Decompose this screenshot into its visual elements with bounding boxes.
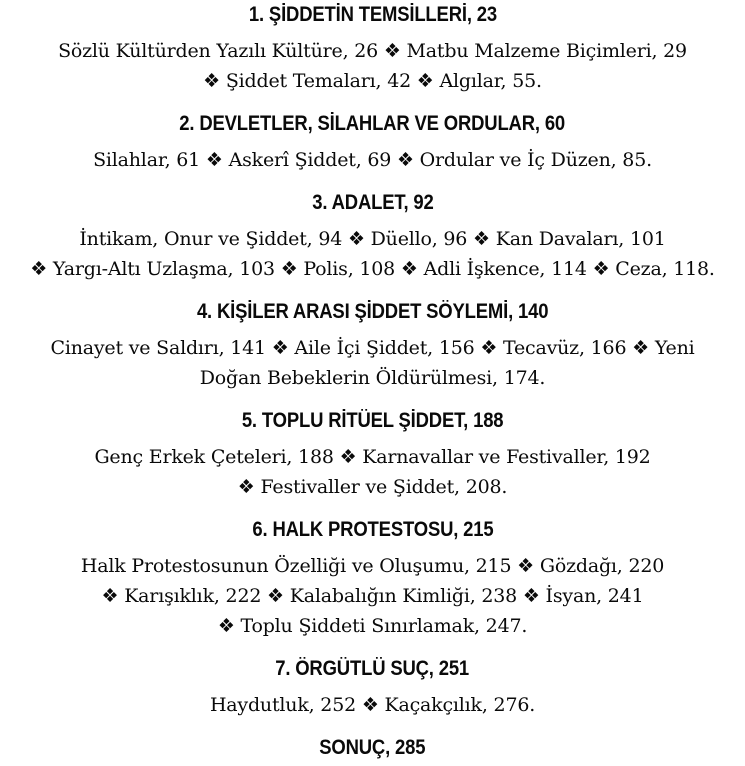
toc-section-3: [0, 191, 745, 284]
toc-entry-line: Genç Erkek Çeteleri, 188 ❖ Karnavallar ve Festivaller, 192: [94, 446, 651, 468]
toc-section-1: [0, 3, 745, 96]
toc-entry-line: Silahlar, 61 ❖ Askerî Şiddet, 69 ❖ Ordular ve İç Düzen, 85.: [93, 149, 652, 171]
chapter-heading-text: 1. ŞİDDETİN TEMSİLLERİ, 23: [248, 3, 497, 26]
toc-entry-line: Haydutluk, 252 ❖ Kaçakçılık, 276.: [209, 694, 536, 716]
toc-section-conclusion: [0, 736, 745, 760]
toc-entry-line: ❖ Toplu Şiddeti Sınırlamak, 247.: [217, 615, 528, 637]
chapter-heading-text: 6. HALK PROTESTOSU, 215: [251, 518, 494, 541]
chapter-heading-text: 7. ÖRGÜTLÜ SUÇ, 251: [275, 657, 470, 680]
chapter-heading: [0, 191, 745, 215]
chapter-heading-text: SONUÇ, 285: [319, 736, 426, 759]
toc-entry-line: Doğan Bebeklerin Öldürülmesi, 174.: [199, 367, 546, 389]
toc-entry-line: ❖ Karışıklık, 222 ❖ Kalabalığın Kimliği, 238 ❖ İsyan, 241: [101, 585, 644, 607]
chapter-heading-text: 5. TOPLU RİTÜEL ŞİDDET, 188: [241, 409, 504, 432]
toc-entry-line: ❖ Yargı-Altı Uzlaşma, 103 ❖ Polis, 108 ❖ Adli İşkence, 114 ❖ Ceza, 118.: [30, 258, 715, 280]
chapter-heading: [0, 112, 745, 136]
toc-entry-line: ❖ Festivaller ve Şiddet, 208.: [237, 476, 508, 498]
toc-entry-line: ❖ Şiddet Temaları, 42 ❖ Algılar, 55.: [203, 70, 542, 92]
toc-section-6: [0, 518, 745, 641]
chapter-heading: [0, 518, 745, 542]
toc-entry-line: İntikam, Onur ve Şiddet, 94 ❖ Düello, 96 ❖ Kan Davaları, 101: [79, 228, 666, 250]
toc-entry-line: Halk Protestosunun Özelliği ve Oluşumu, 215 ❖ Gözdağı, 220: [80, 555, 665, 577]
chapter-heading: [0, 300, 745, 324]
chapter-heading: [0, 736, 745, 760]
chapter-heading-text: 4. KİŞİLER ARASI ŞİDDET SÖYLEMİ, 140: [196, 300, 549, 323]
chapter-heading: [0, 409, 745, 433]
chapter-heading: [0, 657, 745, 681]
chapter-heading-text: 3. ADALET, 92: [311, 191, 434, 214]
toc-entry-line: Cinayet ve Saldırı, 141 ❖ Aile İçi Şiddet, 156 ❖ Tecavüz, 166 ❖ Yeni: [50, 337, 695, 359]
toc-section-5: [0, 409, 745, 502]
chapter-heading-text: 2. DEVLETLER, SİLAHLAR VE ORDULAR, 60: [179, 112, 566, 135]
chapter-heading: [0, 3, 745, 27]
toc-entry-line: Sözlü Kültürden Yazılı Kültüre, 26 ❖ Matbu Malzeme Biçimleri, 29: [58, 40, 687, 62]
toc-section-2: [0, 112, 745, 175]
toc-section-7: [0, 657, 745, 720]
toc-section-4: [0, 300, 745, 393]
